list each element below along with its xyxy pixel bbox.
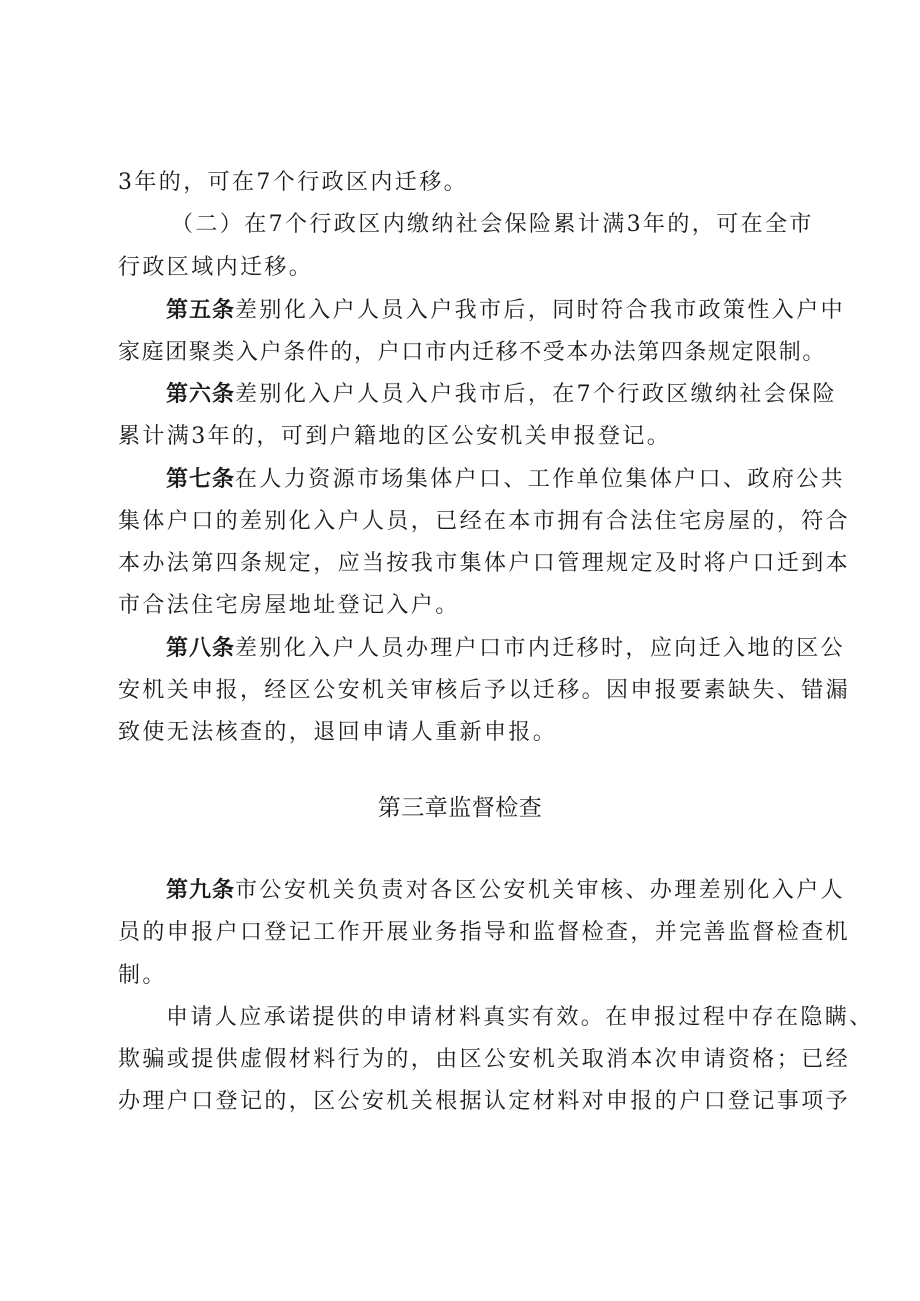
- text-line: 3年的，可在7个行政区内迁移。: [118, 170, 468, 195]
- text-line: 办理户口登记的，区公安机关根据认定材料对申报的户口登记事项予: [118, 1089, 851, 1114]
- article-text: 在人力资源市场集体户口、工作单位集体户口、政府公共: [235, 467, 846, 492]
- text-line: 员的申报户口登记工作开展业务指导和监督检查，并完善监督检查机: [118, 920, 851, 945]
- text-line: 安机关申报，经区公安机关审核后予以迁移。因申报要素缺失、错漏: [118, 678, 851, 703]
- article-text: 差别化入户人员入户我市后，在7个行政区缴纳社会保险: [235, 382, 838, 407]
- text-line: 致使无法核查的，退回申请人重新申报。: [118, 720, 558, 745]
- article-text: 差别化入户人员入户我市后，同时符合我市政策性入户中: [235, 298, 846, 323]
- text-line: 累计满3年的，可到户籍地的区公安机关申报登记。: [118, 424, 672, 449]
- article-number: 第七条: [166, 467, 236, 492]
- article-number: 第九条: [166, 878, 236, 903]
- text-line: 申请人应承诺提供的申请材料真实有效。在申报过程中存在隐瞒、: [166, 1005, 874, 1030]
- text-line: 制。: [118, 963, 167, 988]
- text-line: 市合法住宅房屋地址登记入户。: [118, 593, 460, 618]
- article-number: 第六条: [166, 382, 236, 407]
- article-7-line: [0, 465, 920, 495]
- article-text: 市公安机关负责对各区公安机关审核、办理差别化入户人: [235, 878, 846, 903]
- article-text: 差别化入户人员办理户口市内迁移时，应向迁入地的区公: [235, 636, 846, 661]
- article-number: 第八条: [166, 636, 236, 661]
- text-line: 本办法第四条规定，应当按我市集体户口管理规定及时将户口迁到本: [118, 551, 851, 576]
- article-5-line: [0, 296, 920, 326]
- article-number: 第五条: [166, 298, 236, 323]
- text-line: 家庭团聚类入户条件的，户口市内迁移不受本办法第四条规定限制。: [118, 340, 827, 365]
- article-8-line: [0, 634, 920, 664]
- chapter-title: 第三章监督检查: [377, 795, 543, 821]
- article-6-line: [0, 380, 920, 410]
- article-9-line: [0, 876, 920, 906]
- text-line: 集体户口的差别化入户人员，已经在本市拥有合法住宅房屋的，符合: [118, 509, 851, 534]
- text-line: 欺骗或提供虚假材料行为的，由区公安机关取消本次申请资格；已经: [118, 1047, 851, 1072]
- text-line: 行政区域内迁移。: [118, 255, 314, 280]
- text-line: （二）在7个行政区内缴纳社会保险累计满3年的，可在全市: [171, 212, 814, 237]
